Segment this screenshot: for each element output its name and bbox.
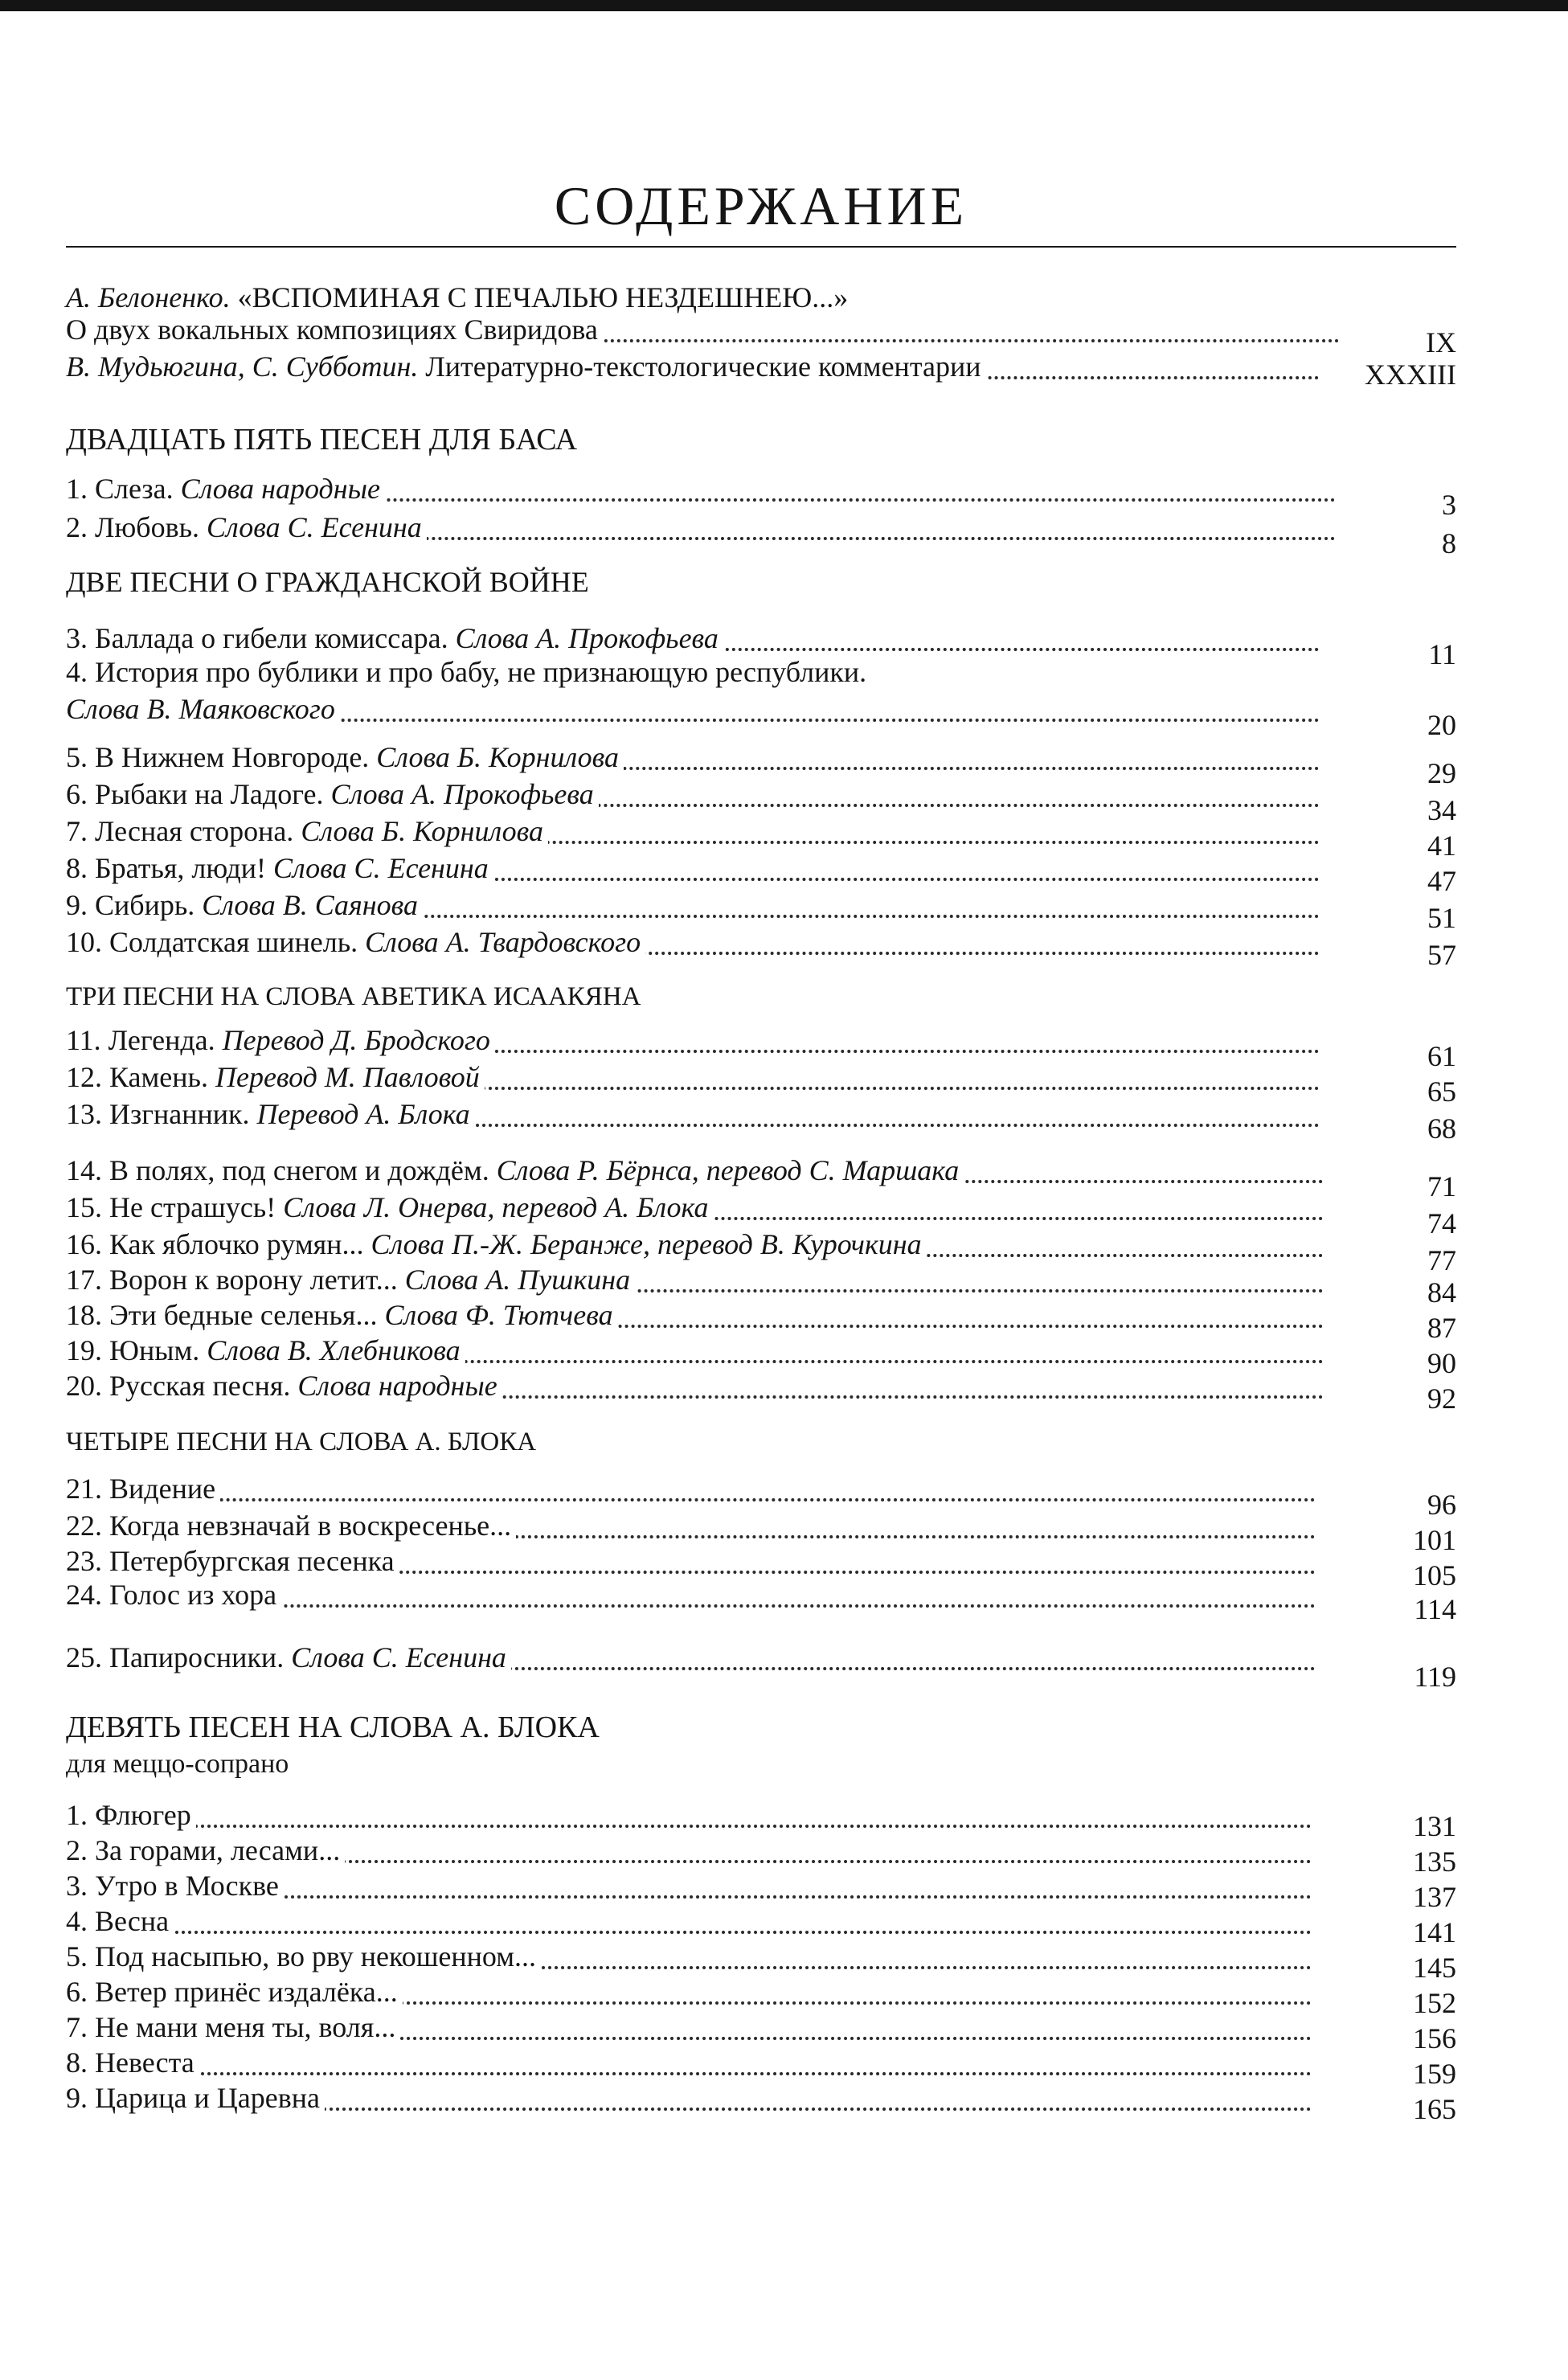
toc-entry[interactable] <box>66 1022 1456 1072</box>
toc-entry[interactable] <box>66 1190 1456 1239</box>
entry-credit: Слова А. Твардовского <box>365 926 641 958</box>
entry-title: 21. Видение <box>66 1473 216 1505</box>
entry-text: В. Мудьюгина, С. Субботин. Литературно-текстологические комментарии <box>66 352 986 381</box>
entry-credit: Слова народные <box>297 1370 497 1402</box>
entry-credit: Слова Б. Корнилова <box>301 815 543 847</box>
entry-page: 137 <box>1413 1881 1456 1913</box>
entry-text: О двух вокальных композициях Свиридова <box>66 315 603 344</box>
entry-page: 68 <box>1427 1112 1456 1145</box>
entry-text <box>66 1546 399 1575</box>
entry-credit: Слова П.-Ж. Беранже, перевод В. Курочкина <box>371 1228 922 1260</box>
toc-entry[interactable] <box>66 510 1456 559</box>
entry-title: 23. Петербургская песенка <box>66 1545 395 1577</box>
entry-page: 57 <box>1427 939 1456 971</box>
entry-text <box>66 743 624 772</box>
entry-page: 96 <box>1427 1489 1456 1521</box>
intro-line-1 <box>66 283 848 312</box>
toc-entry[interactable] <box>66 924 1456 971</box>
intro-author-1: А. Белоненко. <box>66 281 231 313</box>
section-subtitle-mezzo: для меццо-сопрано <box>66 1749 289 1779</box>
entry-title: 3. Утро в Москве <box>66 1870 279 1902</box>
entry-text <box>66 1836 345 1865</box>
entry-page: 135 <box>1413 1845 1456 1878</box>
entry-title: 10. Солдатская шинель. <box>66 926 366 958</box>
entry-credit: Слова А. Прокофьева <box>455 622 718 654</box>
entry-credit: Слова А. Прокофьева <box>330 778 594 810</box>
entry-page: 119 <box>1414 1661 1456 1693</box>
section-title-bass: ДВАДЦАТЬ ПЯТЬ ПЕСЕН ДЛЯ БАСА <box>66 423 578 457</box>
entry-page: 87 <box>1427 1312 1456 1344</box>
toc-entry[interactable] <box>66 1640 1456 1693</box>
dot-leader <box>66 1498 1316 1501</box>
entry-credit: Перевод А. Блока <box>256 1098 470 1130</box>
entry-page: 131 <box>1413 1810 1456 1842</box>
entry-text <box>66 1942 541 1971</box>
entry-credit: Слова В. Хлебникова <box>207 1334 461 1366</box>
entry-page: 61 <box>1427 1040 1456 1072</box>
intro-entry-3[interactable] <box>66 349 1456 391</box>
entry-credit: Слова В. Маяковского <box>66 693 335 725</box>
entry-text <box>66 1580 281 1609</box>
scan-top-edge <box>0 0 1568 11</box>
entry-title: 16. Как яблочко румян... <box>66 1228 371 1260</box>
entry-text <box>66 1474 220 1503</box>
entry-page: 11 <box>1428 638 1456 670</box>
entry-page: 105 <box>1413 1559 1456 1591</box>
entry-text <box>66 1907 174 1936</box>
entry-text <box>66 2083 325 2112</box>
toc-entry[interactable] <box>66 1227 1456 1276</box>
entry-title: 11. Легенда. <box>66 1024 223 1056</box>
entry-title: 6. Рыбаки на Ладоге. <box>66 778 331 810</box>
entry-text <box>66 1156 964 1185</box>
entry-text <box>66 474 385 503</box>
entry-page: 141 <box>1413 1916 1456 1948</box>
toc-entry[interactable] <box>66 1153 1456 1202</box>
entry-text <box>66 854 493 883</box>
title-rule <box>66 246 1456 248</box>
entry-page: 74 <box>1427 1207 1456 1239</box>
entry-text <box>66 2013 400 2042</box>
entry-page: 8 <box>1442 527 1456 559</box>
page-title: СОДЕРЖАНИЕ <box>554 175 968 236</box>
entry-credit: Слова А. Пушкина <box>404 1264 631 1296</box>
entry-credit: Слова В. Саянова <box>202 889 419 921</box>
entry-page: 145 <box>1413 1952 1456 1984</box>
entry-page: 84 <box>1427 1276 1456 1309</box>
entry-text <box>66 694 340 723</box>
entry-page: 90 <box>1427 1347 1456 1379</box>
entry-title: 9. Царица и Царевна <box>66 2082 320 2114</box>
toc-entry[interactable] <box>66 1262 1456 1309</box>
entry-text <box>66 624 723 653</box>
entry-text <box>66 1371 502 1400</box>
entry-text <box>66 1230 927 1259</box>
entry-text <box>66 1265 635 1294</box>
entry-title: 2. Любовь. <box>66 511 207 543</box>
entry-text <box>66 513 427 542</box>
entry-text <box>66 891 423 920</box>
entry-title: 14. В полях, под снегом и дождём. <box>66 1154 497 1186</box>
entry-page: 77 <box>1427 1244 1456 1276</box>
toc-entry[interactable] <box>66 776 1456 826</box>
entry-title: 9. Сибирь. <box>66 889 203 921</box>
toc-entry[interactable] <box>66 654 1456 691</box>
toc-entry[interactable] <box>66 1868 1456 1913</box>
entry-page: 92 <box>1427 1383 1456 1415</box>
entry-credit: Слова Р. Бёрнса, перевод С. Маршака <box>496 1154 960 1186</box>
dot-leader <box>66 2072 1312 2075</box>
entry-title: 22. Когда невзначай в воскресенье... <box>66 1510 512 1542</box>
entry-text <box>66 1511 516 1540</box>
entry-title: 3. Баллада о гибели комиссара. <box>66 622 456 654</box>
entry-title: 25. Папиросники. <box>66 1641 292 1673</box>
entry-title: 1. Флюгер <box>66 1799 191 1831</box>
entry-title: 4. Весна <box>66 1905 170 1937</box>
entry-credit: Слова С. Есенина <box>291 1641 506 1673</box>
entry-title: 5. В Нижнем Новгороде. <box>66 741 377 773</box>
entry-text <box>66 1100 475 1129</box>
entry-page: 41 <box>1427 830 1456 862</box>
intro-title-1: «ВСПОМИНАЯ С ПЕЧАЛЬЮ НЕЗДЕШНЕЮ...» <box>237 281 849 313</box>
entry-page: 101 <box>1413 1524 1456 1556</box>
entry-credit: Слова С. Есенина <box>207 511 422 543</box>
intro-entry-2[interactable] <box>66 312 1456 358</box>
toc-entry[interactable] <box>66 850 1456 897</box>
toc-entry[interactable] <box>66 1059 1456 1108</box>
entry-title: 2. За горами, лесами... <box>66 1834 341 1866</box>
entry-credit: Слова народные <box>180 473 380 505</box>
toc-entry[interactable] <box>66 1939 1456 1984</box>
entry-title: 20. Русская песня. <box>66 1370 298 1402</box>
entry-title: 17. Ворон к ворону летит... <box>66 1264 405 1296</box>
toc-entry[interactable] <box>66 1577 1456 1625</box>
entry-title: 12. Камень. <box>66 1061 215 1093</box>
entry-page: 29 <box>1427 757 1456 789</box>
entry-title: 1. Слеза. <box>66 473 181 505</box>
entry-text <box>66 1301 618 1329</box>
entry-text <box>66 1643 511 1672</box>
toc-entry[interactable] <box>66 1368 1456 1415</box>
toc-entry[interactable] <box>66 1903 1456 1948</box>
entry-page: 156 <box>1413 2022 1456 2054</box>
entry-page: 51 <box>1427 902 1456 934</box>
entry-title: 13. Изгнанник. <box>66 1098 257 1130</box>
dot-leader <box>66 1825 1312 1828</box>
toc-entry[interactable] <box>66 621 1456 670</box>
toc-entry[interactable] <box>66 2080 1456 2125</box>
entry-credit: Слова Б. Корнилова <box>376 741 619 773</box>
toc-entry[interactable] <box>66 1096 1456 1145</box>
entry-text <box>66 1800 196 1829</box>
entry-title: 19. Юным. <box>66 1334 207 1366</box>
entry-page: 71 <box>1427 1170 1456 1202</box>
entry-title: 15. Не страшусь! <box>66 1191 284 1223</box>
entry-text <box>66 1193 714 1222</box>
entry-page: 3 <box>1442 489 1456 521</box>
entry-page: 165 <box>1413 2093 1456 2125</box>
entry-credit: Перевод М. Павловой <box>215 1061 480 1093</box>
entry-page: 34 <box>1427 794 1456 826</box>
entry-text <box>66 1063 485 1092</box>
toc-entry[interactable] <box>66 1297 1456 1344</box>
toc-entry[interactable] <box>66 813 1456 862</box>
entry-title: 7. Не мани меня ты, воля... <box>66 2011 396 2043</box>
entry-page: IX <box>1426 326 1456 358</box>
toc-entry[interactable] <box>66 2045 1456 2090</box>
section-civil-war: ДВЕ ПЕСНИ О ГРАЖДАНСКОЙ ВОЙНЕ <box>66 566 589 598</box>
entry-page: 159 <box>1413 2058 1456 2090</box>
entry-page: 152 <box>1413 1987 1456 2019</box>
entry-text <box>66 1336 465 1365</box>
toc-entry[interactable] <box>66 887 1456 934</box>
entry-credit: Слова Ф. Тютчева <box>384 1299 613 1331</box>
toc-entry[interactable] <box>66 1974 1456 2019</box>
entry-title: 18. Эти бедные селенья... <box>66 1299 385 1331</box>
toc-entry[interactable] <box>66 2009 1456 2054</box>
section-isahakyan: ТРИ ПЕСНИ НА СЛОВА АВЕТИКА ИСААКЯНА <box>66 982 641 1011</box>
entry-text <box>66 657 871 686</box>
entry-title: 4. История про бублики и про бабу, не признающую республики. <box>66 656 867 688</box>
entry-title: 5. Под насыпью, во рву некошенном... <box>66 1940 537 1972</box>
entry-text <box>66 780 599 809</box>
entry-text <box>66 1026 495 1055</box>
entry-text <box>66 1977 403 2006</box>
section-title-mezzo: ДЕВЯТЬ ПЕСЕН НА СЛОВА А. БЛОКА <box>66 1710 600 1744</box>
toc-entry[interactable] <box>66 471 1456 521</box>
entry-title: 7. Лесная сторона. <box>66 815 301 847</box>
entry-text <box>66 1871 284 1900</box>
dot-leader <box>66 1931 1312 1934</box>
entry-page: 47 <box>1427 865 1456 897</box>
entry-title: 6. Ветер принёс издалёка... <box>66 1976 398 2008</box>
entry-text <box>66 817 548 846</box>
entry-text <box>66 928 645 957</box>
entry-credit: Слова Л. Онерва, перевод А. Блока <box>283 1191 709 1223</box>
entry-title: 24. Голос из хора <box>66 1579 277 1611</box>
entry-credit: Перевод Д. Бродского <box>222 1024 490 1056</box>
toc-entry[interactable] <box>66 1797 1456 1842</box>
toc-entry[interactable] <box>66 1833 1456 1878</box>
toc-entry[interactable] <box>66 1543 1456 1591</box>
entry-page: XXXIII <box>1365 358 1456 391</box>
entry-page: 20 <box>1427 709 1456 741</box>
toc-entry[interactable] <box>66 691 1456 741</box>
entry-credit: Слова С. Есенина <box>273 852 489 884</box>
entry-text <box>66 2048 199 2077</box>
entry-page: 65 <box>1427 1075 1456 1108</box>
toc-entry[interactable] <box>66 1471 1456 1521</box>
entry-page: 114 <box>1414 1593 1456 1625</box>
toc-entry[interactable] <box>66 1333 1456 1379</box>
entry-title: 8. Невеста <box>66 2046 194 2079</box>
section-blok-four: ЧЕТЫРЕ ПЕСНИ НА СЛОВА А. БЛОКА <box>66 1428 537 1456</box>
toc-entry[interactable] <box>66 739 1456 789</box>
toc-entry[interactable] <box>66 1508 1456 1556</box>
entry-title: 8. Братья, люди! <box>66 852 274 884</box>
